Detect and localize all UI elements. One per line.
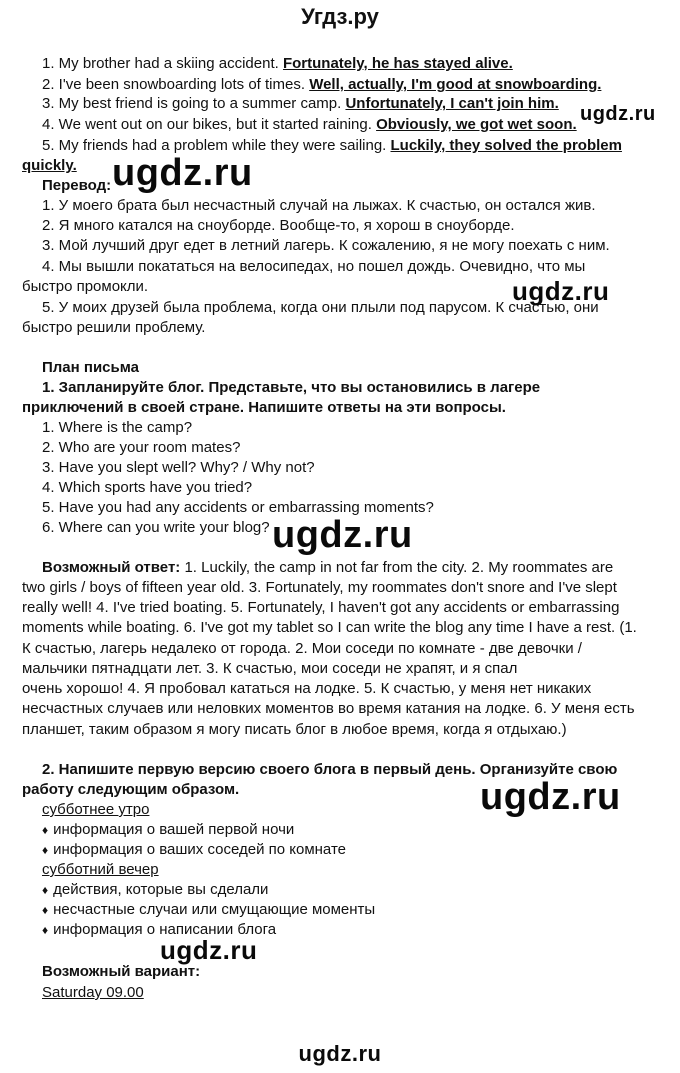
task-2-line: 2. Напишите первую версию своего блога в первый день. Организуйте свою — [42, 761, 618, 778]
watermark: ugdz.ru — [112, 152, 253, 194]
answer-2: Well, actually, I'm good at snowboarding. — [309, 76, 602, 93]
translation-line: 4. Мы вышли покататься на велосипедах, но пошел дождь. Очевидно, что мы — [42, 258, 586, 275]
saturday-morning-heading: субботнее утро — [42, 801, 150, 818]
footer-watermark: ugdz.ru — [298, 1041, 382, 1066]
possible-answer-line: планшет, таким образом я могу писать блог в любое время, когда я отдыхаю.) — [22, 721, 567, 738]
watermark: ugdz.ru — [580, 103, 656, 125]
possible-answer-line: two girls / boys of fifteen year old. 3. Fortunately, my roommates don't snore and I've slept — [22, 579, 617, 596]
possible-variant-label: Возможный вариант: — [42, 963, 201, 980]
bullet-item: ♦ информация о написании блога — [42, 920, 276, 940]
watermark: ugdz.ru — [160, 935, 258, 965]
translation-line: быстро решили проблему. — [22, 319, 206, 336]
question-item: 1. Where is the camp? — [42, 419, 193, 436]
translation-heading: Перевод: — [42, 177, 112, 194]
answer-4: Obviously, we got wet soon. — [376, 116, 577, 133]
sentence-5: 5. My friends had a problem while they were sailing. Luckily, they solved the problem — [42, 137, 622, 154]
task-2-line: работу следующим образом. — [22, 781, 240, 798]
possible-answer-line: мальчики пятнадцати лет. 3. К счастью, мои соседи не храпят, и я спал — [22, 660, 518, 677]
translation-line: 5. У моих друзей была проблема, когда они плыли под парусом. К счастью, они — [42, 299, 599, 316]
bullet-item: ♦ действия, которые вы сделали — [42, 880, 268, 900]
possible-answer-line: К счастью, лагерь недалеко от города. 2. Мои соседи по комнате - две девочки / — [22, 640, 582, 657]
answer-3: Unfortunately, I can't join him. — [345, 95, 559, 112]
watermark: ugdz.ru — [272, 514, 413, 556]
possible-answer-line: really well! 4. I've tried boating. 5. Fortunately, I haven't got any accidents or embarrassing — [22, 599, 620, 616]
watermark: ugdz.ru — [480, 776, 621, 818]
sentence-2: 2. I've been snowboarding lots of times. Well, actually, I'm good at snowboarding. — [42, 76, 602, 93]
translation-line: 2. Я много катался на сноуборде. Вообще-то, я хорош в сноуборде. — [42, 217, 515, 234]
possible-answer-line: moments while boating. 6. I've got my tablet so I can write the blog any time I have a rest. (1. — [22, 619, 637, 636]
question-item: 6. Where can you write your blog? — [42, 519, 270, 536]
question-item: 5. Have you had any accidents or embarrassing moments? — [42, 499, 434, 516]
site-title: Угдз.ру — [301, 4, 379, 29]
variant-time: Saturday 09.00 — [42, 984, 144, 1001]
letter-plan-title: План письма — [42, 359, 139, 376]
possible-answer-line: несчастных случаев или неловких моментов во время катания на лодке. 6. У меня есть — [22, 700, 635, 717]
sentence-3: 3. My best friend is going to a summer camp. Unfortunately, I can't join him. — [42, 95, 559, 112]
saturday-evening-heading: субботний вечер — [42, 861, 159, 878]
sentence-4: 4. We went out on our bikes, but it started raining. Obviously, we got wet soon. — [42, 116, 577, 133]
sentence-1: 1. My brother had a skiing accident. Fortunately, he has stayed alive. — [42, 55, 513, 72]
bullet-item: ♦ информация о ваших соседей по комнате — [42, 840, 346, 860]
question-item: 3. Have you slept well? Why? / Why not? — [42, 459, 315, 476]
possible-answer-line: очень хорошо! 4. Я пробовал кататься на лодке. 5. К счастью, у меня нет никаких — [22, 680, 592, 697]
bullet-item: ♦ информация о вашей первой ночи — [42, 820, 294, 840]
question-item: 4. Which sports have you tried? — [42, 479, 253, 496]
watermark: ugdz.ru — [512, 276, 610, 306]
translation-line: 3. Мой лучший друг едет в летний лагерь. К сожалению, я не могу поехать с ним. — [42, 237, 610, 254]
translation-line: быстро промокли. — [22, 278, 149, 295]
question-item: 2. Who are your room mates? — [42, 439, 241, 456]
answer-1: Fortunately, he has stayed alive. — [282, 55, 513, 72]
translation-line: 1. У моего брата был несчастный случай на лыжах. К счастью, он остался жив. — [42, 197, 596, 214]
possible-answer-first-line: Возможный ответ: 1. Luckily, the camp in not far from the city. 2. My roommates are — [42, 559, 614, 576]
task-1-line: приключений в своей стране. Напишите ответы на эти вопросы. — [22, 399, 506, 416]
bullet-item: ♦ несчастные случаи или смущающие моменты — [42, 900, 375, 920]
task-1-line: 1. Запланируйте блог. Представьте, что вы остановились в лагере — [42, 379, 541, 396]
possible-answer-label: Возможный ответ: — [42, 559, 181, 576]
answer-5-continuation: quickly. — [22, 157, 77, 174]
answer-5: Luckily, they solved the problem — [390, 137, 622, 154]
